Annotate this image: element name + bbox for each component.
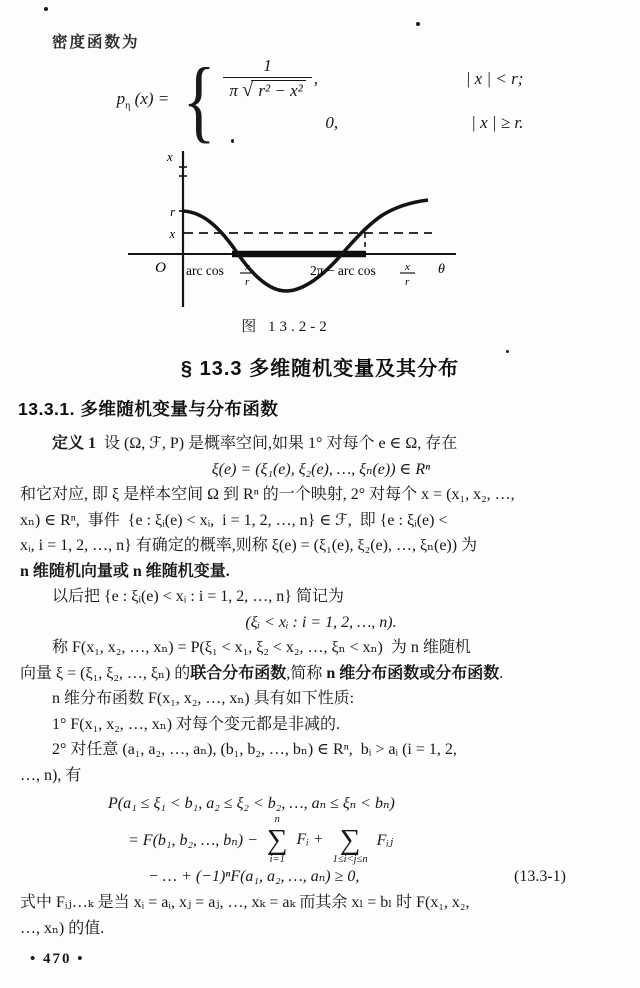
figure-13-2-2-plot <box>118 147 554 313</box>
summation-1: n ∑ i=1 <box>266 813 288 865</box>
crossing-label-2 <box>310 261 415 288</box>
radical-sign: √ <box>242 79 254 101</box>
svg-text:x: x <box>405 261 410 273</box>
density-cases <box>223 56 523 144</box>
fraction: $\frac{1}{\text{π √ r² − x²}}$ <box>223 56 311 102</box>
body-line: 2° 对任意 (a₁, a₂, …, aₙ), (b₁, b₂, …, bₙ) ∈ Rⁿ, bᵢ > aᵢ (i = 1, 2, <box>52 741 457 758</box>
body-line: 以后把 {e : ξᵢ(e) < xᵢ : i = 1, 2, …, n} 简记为 <box>52 588 344 605</box>
crossing-label-1 <box>186 261 255 288</box>
page-number: • 470 • <box>30 951 85 967</box>
summation-2: ∑ 1≤i<j≤n <box>332 823 368 865</box>
tick-label-r: r <box>170 205 175 219</box>
svg-text:r: r <box>405 276 410 288</box>
case-condition: | x | ≥ r. <box>471 113 524 132</box>
header-note: 密度函数为 <box>52 34 140 51</box>
body-line: (ξᵢ < xᵢ : i = 1, 2, …, n). <box>245 613 397 631</box>
origin-label: O <box>155 260 166 276</box>
body-text-after <box>20 890 622 941</box>
svg-text:x: x <box>245 261 250 273</box>
body-line: 1° F(x₁, x₂, …, xₙ) 对每个变元都是非减的. <box>52 715 341 733</box>
density-case-1: $\frac{1}{\text{π √ r² − x²}}$ , | x | < r; <box>223 56 523 102</box>
body-line: 和它对应, 即 ξ 是样本空间 Ω 到 Rⁿ 的一个映射, 2° 对每个 x = (x₁, x₂, …, <box>20 486 515 503</box>
case-condition: | x | < r; <box>465 69 524 88</box>
svg-text:2π − arc cos: 2π − arc cos <box>310 263 376 278</box>
ink-speck <box>44 7 48 11</box>
x-axis-label: θ <box>438 262 445 277</box>
body-line: 定义 1 设 (Ω, ℱ, P) 是概率空间,如果 1° 对每个 e ∈ Ω, 存在 <box>52 435 458 452</box>
body-line: …, xₙ) 的值. <box>20 919 105 937</box>
case-brace: { <box>182 49 216 151</box>
equation-number: (13.3-1) <box>514 868 566 885</box>
equation-13-3-1 <box>20 791 622 890</box>
body-line: n 维分布函数 F(x₁, x₂, …, xₙ) 具有如下性质: <box>52 690 355 707</box>
ink-speck <box>506 350 509 353</box>
subsection-heading: 13.3.1. 多维随机变量与分布函数 <box>18 399 279 419</box>
density-formula <box>0 49 640 151</box>
svg-text:r: r <box>245 276 250 288</box>
y-axis-label: x <box>167 149 173 164</box>
tick-label-x: x <box>169 227 175 241</box>
body-line: n 维随机向量或 n 维随机变量. <box>20 562 230 580</box>
section-heading: § 13.3 多维随机变量及其分布 <box>180 358 460 380</box>
body-line: 向量 ξ = (ξ₁, ξ₂, …, ξₙ) 的联合分布函数,简称 n 维分布函数或分布函数. <box>20 664 504 682</box>
body-line: xₙ) ∈ Rⁿ, 事件 {e : ξᵢ(e) < xᵢ, i = 1, 2, …, n} ∈ ℱ, 即 {e : ξᵢ(e) < <box>20 511 448 529</box>
svg-text:arc cos: arc cos <box>186 263 224 278</box>
sigma-icon: ∑ <box>339 823 361 856</box>
equation-line-1: P(a₁ ≤ ξ₁ < b₁, a₂ ≤ ξ₂ < b₂, …, aₙ ≤ ξₙ < bₙ) <box>108 795 395 812</box>
body-line: 称 F(x₁, x₂, …, xₙ) = P(ξ₁ < x₁, ξ₂ < x₂, …, ξₙ < xₙ) 为 n 维随机 <box>52 639 471 656</box>
body-line: 式中 Fᵢⱼ…ₖ 是当 xᵢ = aᵢ, xⱼ = aⱼ, …, xₖ = aₖ 而其余 xₗ = bₗ 时 F(x₁, x₂, <box>20 894 470 911</box>
density-lhs: $p_\eta$ (x) = <box>116 88 170 112</box>
ink-speck <box>416 22 420 26</box>
equation-line-2: = F(b₁, b₂, …, bₙ) − n ∑ i=1 Fᵢ + ∑ 1≤i<j≤n Fᵢⱼ <box>128 813 394 865</box>
density-case-2: 0, | x | ≥ r. <box>325 113 524 132</box>
body-line: xᵢ, i = 1, 2, …, n} 有确定的概率,则称 ξ(e) = (ξ₁(e), ξ₂(e), …, ξₙ(e)) 为 <box>20 537 478 554</box>
body-line: …, n), 有 <box>20 766 82 784</box>
body-line: ξ(e) = (ξ₁(e), ξ₂(e), …, ξₙ(e)) ∈ Rⁿ <box>211 460 431 478</box>
figure-13-2-2 <box>118 147 554 336</box>
body-text <box>20 431 622 788</box>
equation-line-3: − … + (−1)ⁿF(a₁, a₂, …, aₙ) ≥ 0, (13.3-1) <box>148 864 622 890</box>
figure-caption: 图 13.2-2 <box>241 319 331 335</box>
sigma-icon: ∑ <box>266 823 288 856</box>
ink-speck <box>231 139 234 143</box>
